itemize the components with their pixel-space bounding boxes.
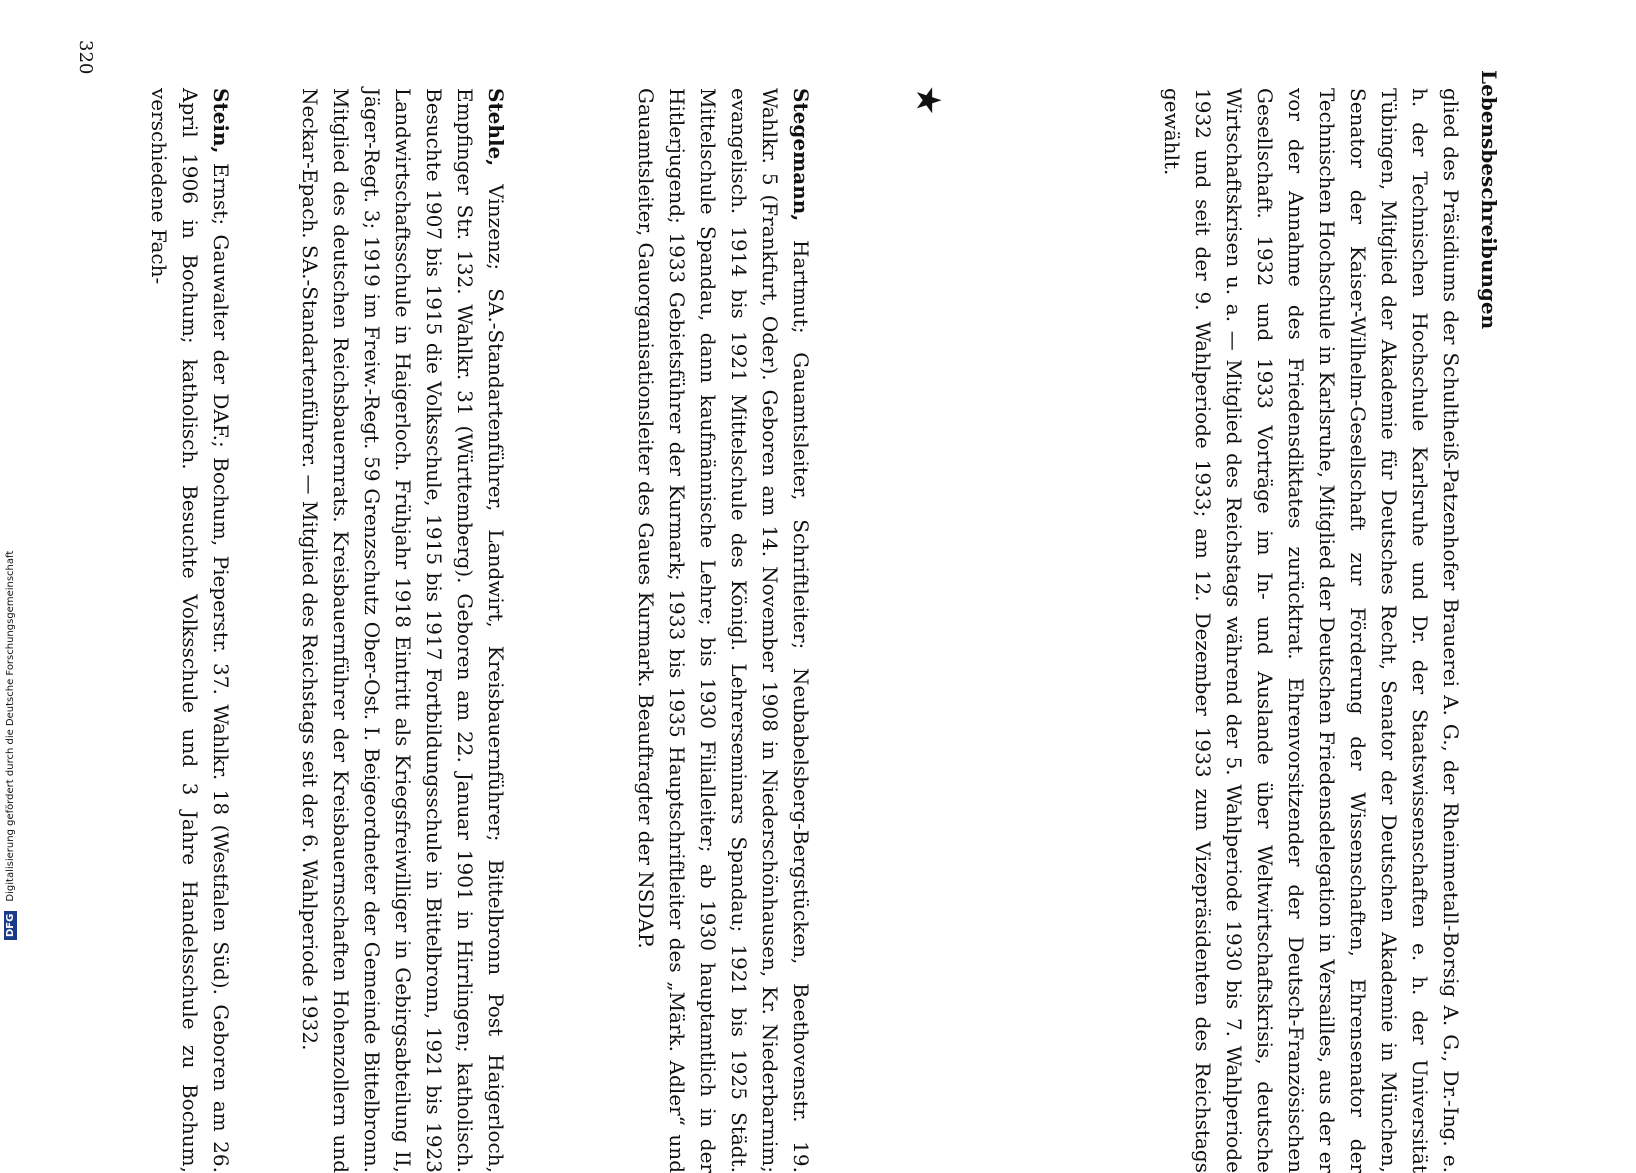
page-number: 320 bbox=[75, 40, 96, 75]
entry-stegemann bbox=[630, 88, 816, 1173]
entry-text: Ernst; Gauwalter der DAF.; Bochum, Pieperstr. 37. Wahlkr. 18 (Westfalen Süd). Geboren am 26. April 1906 in Bochum; katholisch. Besuchte Volksschule und 3 Jahre Handelsschule zu Bochum, verschiedene Fach- bbox=[147, 88, 233, 1173]
entry-text: Hartmut; Gauamtsleiter, Schriftleiter; Neubabelsberg-Bergstücken, Beethovenstr. 19. Wahlkr. 5 (Frankfurt, Oder). Geboren am 14. November 1908 in Niederschönhausen, Kr. Niederbarnim; evangelisch. 1914 bis 1921 Mittelschule des Königl. Lehrerseminars Spandau; 1921 bis 1925 Städt. Mittelschule Spandau, dann kaufmännische Lehre; bis 1930 Filialleiter; ab 1930 hauptamtlich in der Hitlerjugend; 1933 Gebietsführer der Kurmark; 1933 bis 1935 Hauptschriftleiter des „Märk. Adler“ und Gauamtsleiter, Gauorganisationsleiter des Gaues Kurmark. Beauftragter der NSDAP. bbox=[634, 88, 813, 1173]
entry-text: glied des Präsidiums der Schultheiß-Patzenhofer Brauerei A. G., der Rheinmetall-Borsig A. G., Dr.-Ing. e. h. der Technischen Hochschule Karlsruhe und Dr. der Staatswissenschaften e. h. der Universität Tübingen, Mitglied der Akademie für Deutsches Recht, Senator der Deutschen Akademie in München, Senator der Kaiser-Wilhelm-Gesellschaft zur Förderung der Wissenschaften, Ehrensenator der Technischen Hochschule in Karlsruhe, Mitglied der Deutschen Friedensdelegation in Versailles, aus der er vor der Annahme des Friedensdiktates zurücktrat. Ehrenvorsitzender der Deutsch-Französischen Gesellschaft. 1932 und 1933 Vorträge im In- und Auslande über Weltwirtschaftskrisis, deutsche Wirtschaftskrisen u. a. — Mitglied des Reichstags während der 5. Wahlperiode 1930 bis 7. Wahlperiode 1932 und seit der 9. Wahlperiode 1933; am 12. Dezember 1933 zum Vizepräsidenten des Reichstags gewählt. bbox=[1160, 88, 1463, 1173]
entry-name: Stein, bbox=[209, 88, 233, 154]
dfg-note: Digitalisierung gefördert durch die Deutsche Forschungsgemeinschaft bbox=[5, 550, 16, 902]
entry-name: Stehle, bbox=[484, 88, 508, 167]
entry-continuation bbox=[1156, 88, 1466, 1173]
entry-stein bbox=[143, 88, 236, 1173]
entry-text: Vinzenz; SA.-Standartenführer, Landwirt, Kreisbauernführer; Bittelbronn Post Haigerloch, Empfinger Str. 132. Wahlkr. 31 (Württemberg). Geboren am 22. Januar 1901 in Hirrlingen; katholisch. Besuchte 1907 bis 1915 die Volksschule, 1915 bis 1917 Fortbildungsschule in Bittelbronn, 1921 bis 1923 Landwirtschaftsschule in Haigerloch. Frühjahr 1918 Eintritt als Kriegsfreiwilliger in Gebirgsabteilung II, Jäger-Regt. 3; 1919 im Freiw.-Regt. 59 Grenzschutz Ober-Ost. I. Beigeordneter der Gemeinde Bittelbronn. Mitglied des deutschen Reichsbauernrats. Kreisbauernführer der Kreisbauernschaften Hohenzollern und Neckar-Epach. SA.-Standartenführer. — Mitglied des Reichstags seit der 6. Wahlperiode 1932. bbox=[298, 88, 508, 1173]
star-icon: ★ bbox=[908, 85, 948, 116]
entry-name: Stegemann, bbox=[789, 88, 813, 222]
dfg-logo: DFG bbox=[4, 911, 17, 940]
entry-stehle bbox=[294, 88, 511, 1173]
dfg-footer bbox=[0, 0, 20, 1000]
running-header: Lebensbeschreibungen bbox=[1477, 70, 1501, 330]
